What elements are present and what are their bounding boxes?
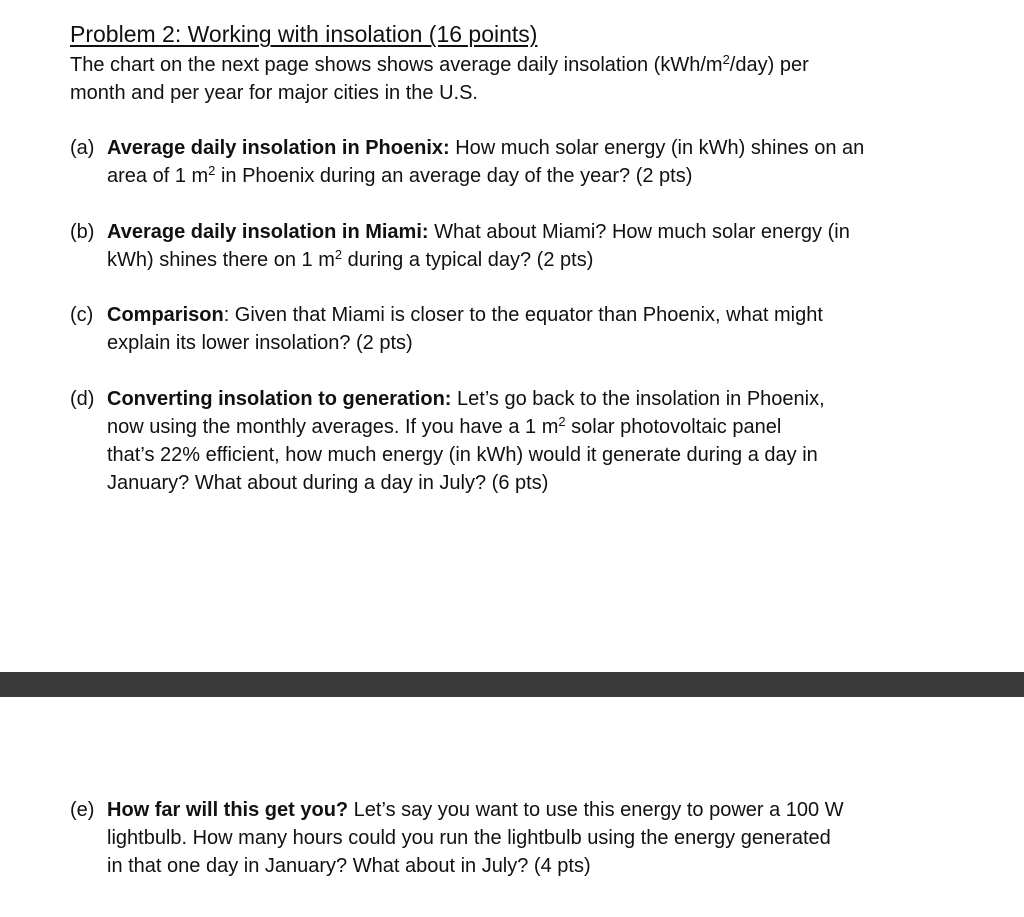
- problem-title: Problem 2: Working with insolation (16 points): [70, 21, 538, 47]
- question-e: [70, 796, 970, 880]
- question-d-superscript: 2: [558, 414, 566, 429]
- intro-text-cont: /day) per: [729, 54, 809, 76]
- question-a-label: (a): [70, 137, 95, 159]
- question-a: [70, 134, 970, 190]
- question-e-label: (e): [70, 799, 95, 821]
- question-e-text: Let’s say you want to use this energy to power a 100 W: [348, 799, 844, 821]
- question-a-superscript: 2: [208, 163, 216, 178]
- question-b-superscript: 2: [334, 247, 343, 262]
- question-d-text-line2: now using the monthly averages. If you have a 1 m: [107, 416, 559, 438]
- question-d-label: (d): [70, 388, 95, 410]
- question-a-text-line2-cont: in Phoenix during an average day of the year? (2 pts): [215, 165, 693, 187]
- question-d-text-line4: January? What about during a day in July? (6 pts): [107, 472, 549, 494]
- question-d-text: Let’s go back to the insolation in Phoenix,: [451, 388, 825, 410]
- intro-text-line2: month and per year for major cities in the U.S.: [70, 82, 478, 104]
- question-c-text-line2: explain its lower insolation? (2 pts): [107, 332, 413, 354]
- question-c-text: : Given that Miami is closer to the equator than Phoenix, what might: [223, 304, 823, 326]
- question-a-text-line2: area of 1 m: [107, 165, 209, 187]
- question-c-heading: Comparison: [107, 304, 224, 326]
- problem-intro: [70, 51, 960, 107]
- page-divider: [0, 672, 1024, 697]
- question-c: [70, 301, 970, 357]
- question-d-text-line3: that’s 22% efficient, how much energy (in kWh) would it generate during a day in: [107, 444, 818, 466]
- page-bottom: [0, 697, 1024, 917]
- question-e-heading: How far will this get you?: [107, 799, 349, 821]
- intro-superscript: 2: [722, 52, 730, 67]
- question-e-text-line3: in that one day in January? What about in July? (4 pts): [107, 855, 591, 877]
- question-b: [70, 218, 970, 274]
- question-d-text-line2-cont: solar photovoltaic panel: [565, 416, 782, 438]
- question-a-text: How much solar energy (in kWh) shines on an: [449, 137, 865, 159]
- question-a-heading: Average daily insolation in Phoenix:: [107, 137, 450, 159]
- question-e-text-line2: lightbulb. How many hours could you run the lightbulb using the energy generated: [107, 827, 831, 849]
- question-b-text-line2-cont: during a typical day? (2 pts): [342, 249, 594, 271]
- question-d-heading: Converting insolation to generation:: [107, 388, 452, 410]
- intro-text: The chart on the next page shows shows average daily insolation (kWh/m: [70, 54, 723, 76]
- question-b-heading: Average daily insolation in Miami:: [107, 221, 429, 243]
- question-b-text-line2: kWh) shines there on 1 m: [107, 249, 335, 271]
- question-b-text: What about Miami? How much solar energy (in: [428, 221, 850, 243]
- question-b-label: (b): [70, 221, 95, 243]
- question-c-label: (c): [70, 304, 94, 326]
- question-d: [70, 385, 970, 497]
